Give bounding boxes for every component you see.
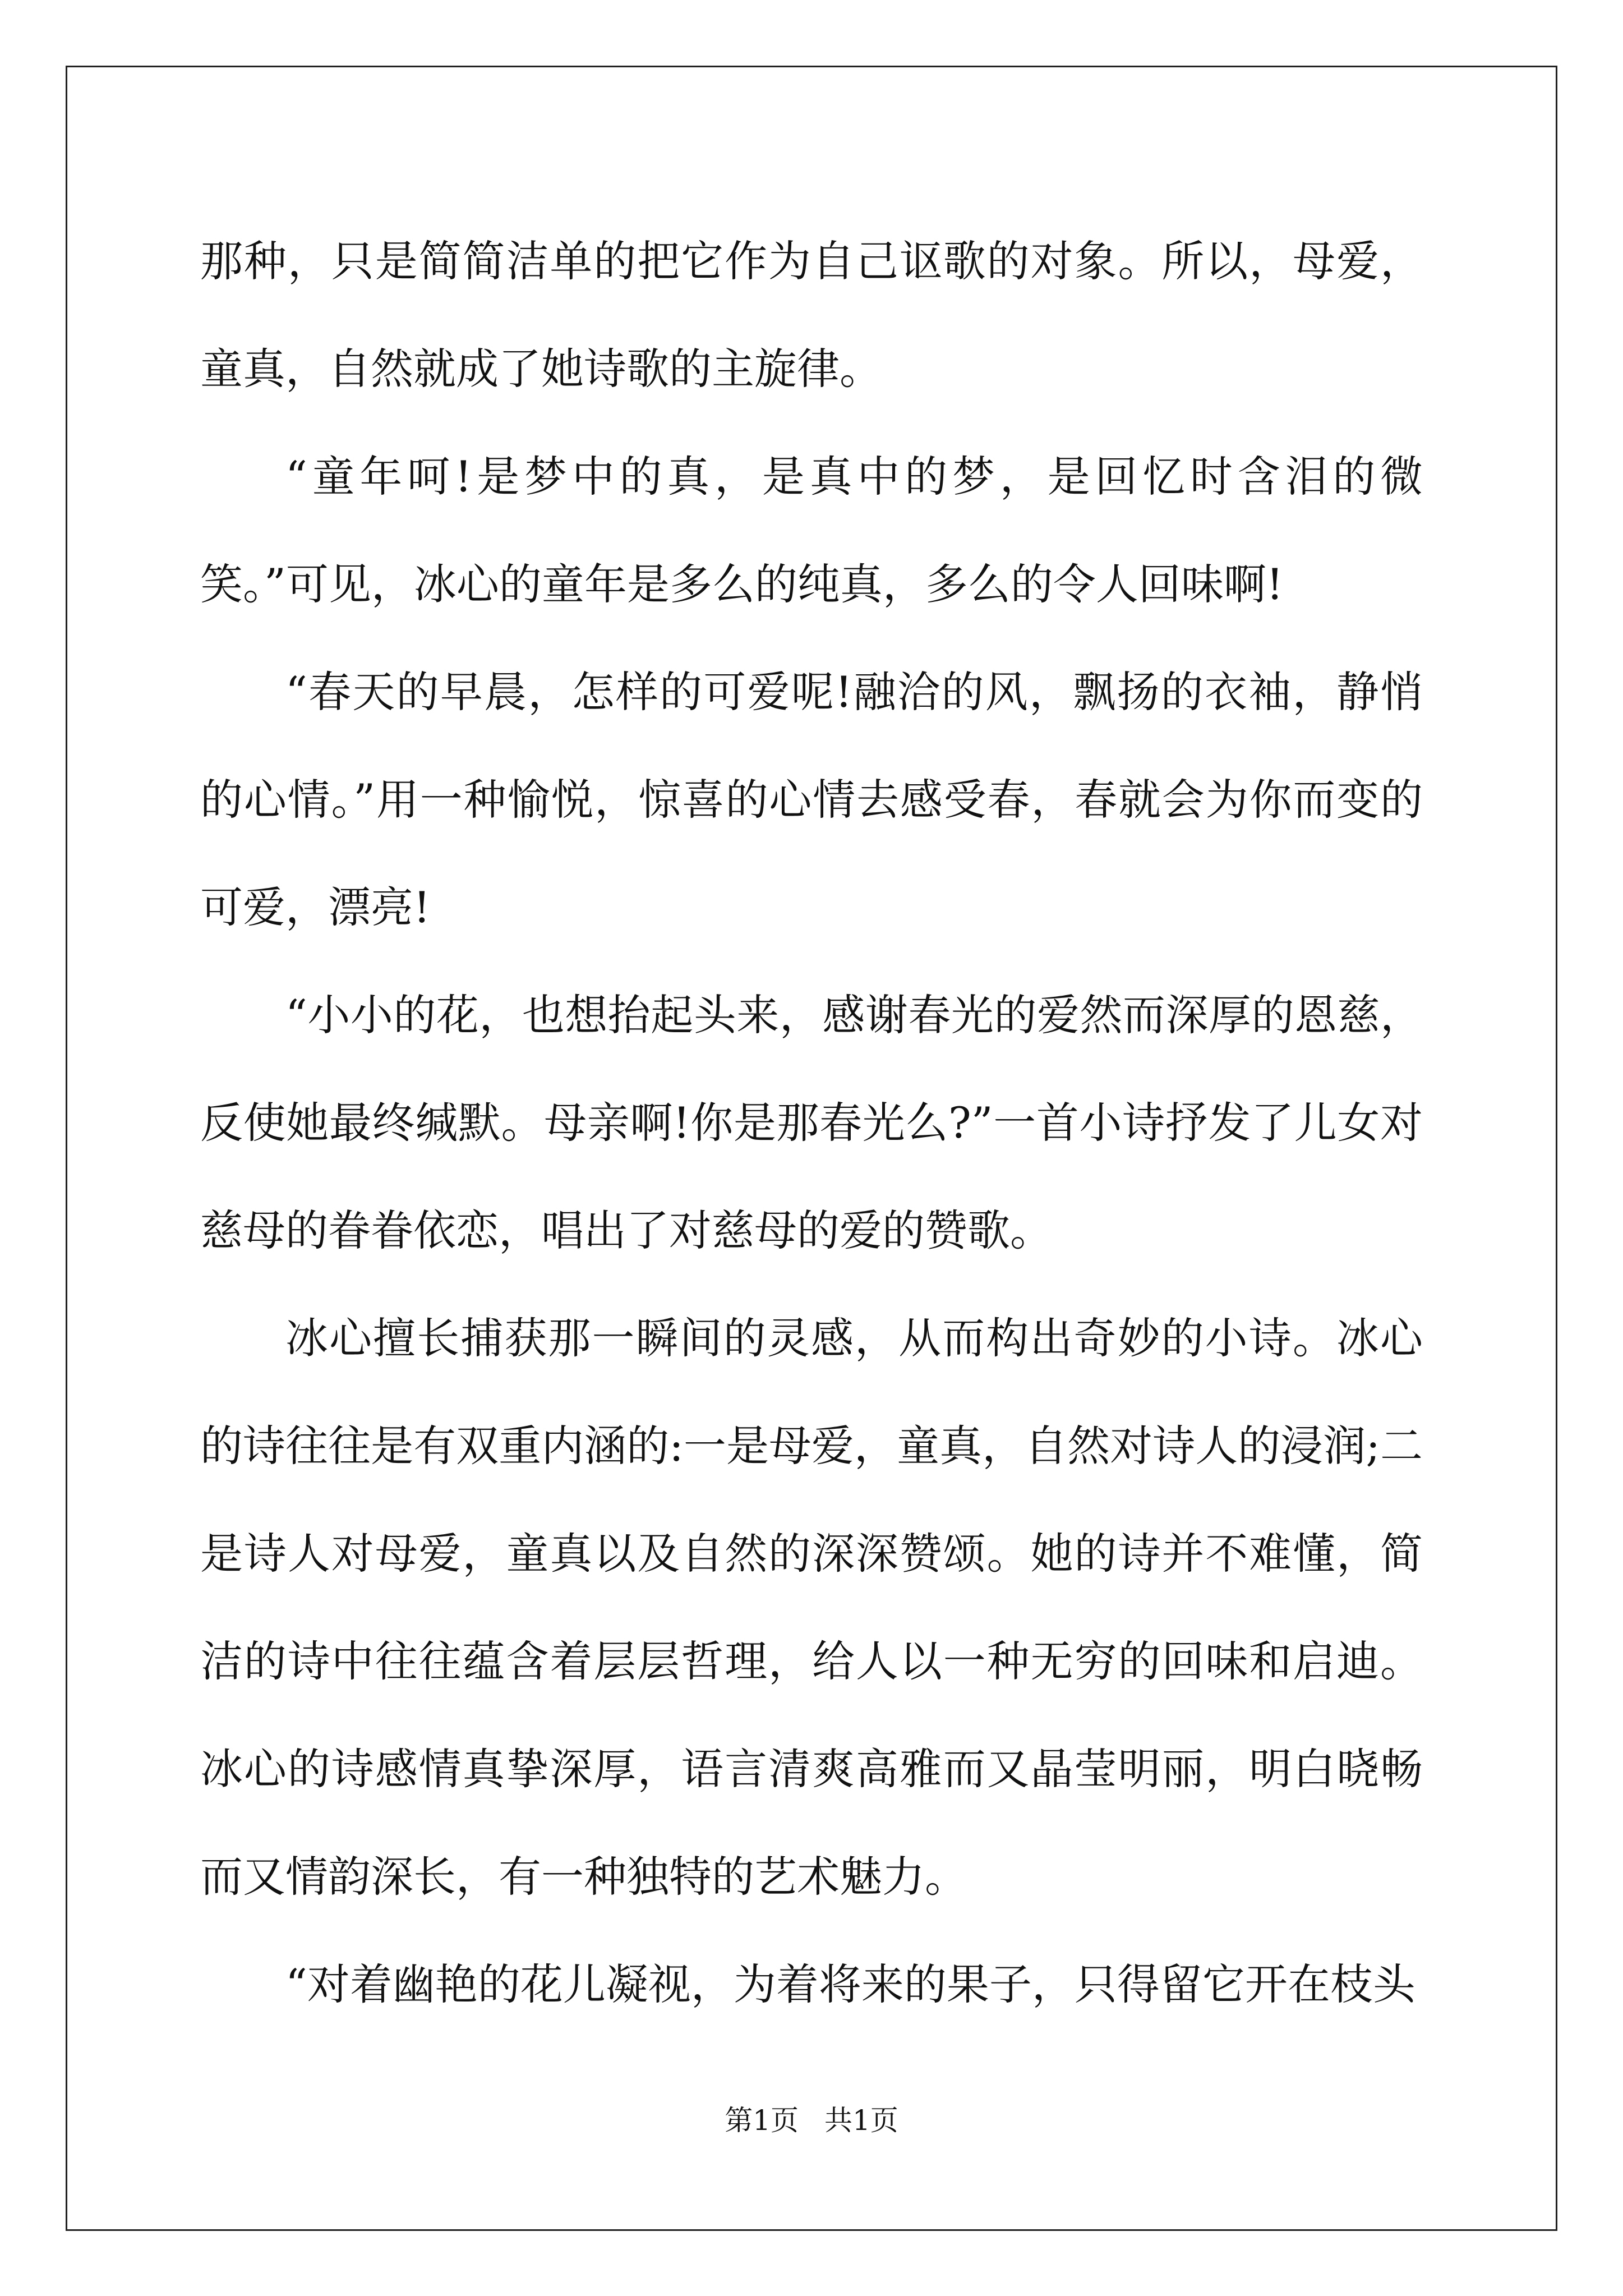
page-total: 共1页 bbox=[824, 2104, 898, 2137]
paragraph-3: “春天的早晨，怎样的可爱呢!融洽的风，飘扬的衣袖，静悄的心情。”用一种愉悦，惊喜的心情去感受春，春就会为你而变的可爱，漂亮! bbox=[200, 667, 1423, 932]
paragraph-6: “对着幽艳的花儿凝视，为着将来的果子，只得留它开在枝头 bbox=[285, 1959, 1415, 2009]
paragraph-5: 冰心擅长捕获那一瞬间的灵感，从而构出奇妙的小诗。冰心的诗往往是有双重内涵的:一是母爱，童真，自然对诗人的浸润;二是诗人对母爱，童真以及自然的深深赞颂。她的诗并不难懂，简洁的诗中往往蕴含着层层哲理，给人以一种无穷的回味和启迪。冰心的诗感情真挚深厚，语言清爽高雅而又晶莹明丽，明白晓畅而又情韵深长，有一种独特的艺术魅力。 bbox=[200, 1313, 1423, 1902]
paragraph-1: 那种，只是简简洁单的把它作为自己讴歌的对象。所以，母爱，童真，自然就成了她诗歌的主旋律。 bbox=[200, 236, 1423, 394]
paragraph-2: “童年呵!是梦中的真，是真中的梦，是回忆时含泪的微笑。”可见，冰心的童年是多么的纯真，多么的令人回味啊! bbox=[200, 452, 1423, 609]
paragraph-4: “小小的花，也想抬起头来，感谢春光的爱然而深厚的恩慈，反使她最终缄默。母亲啊!你是那春光么?”一首小诗抒发了儿女对慈母的眷眷依恋，唱出了对慈母的爱的赞歌。 bbox=[200, 990, 1423, 1255]
document-body bbox=[200, 208, 1423, 2039]
page-number: 第1页 bbox=[725, 2104, 799, 2137]
page-footer bbox=[0, 2098, 1623, 2138]
